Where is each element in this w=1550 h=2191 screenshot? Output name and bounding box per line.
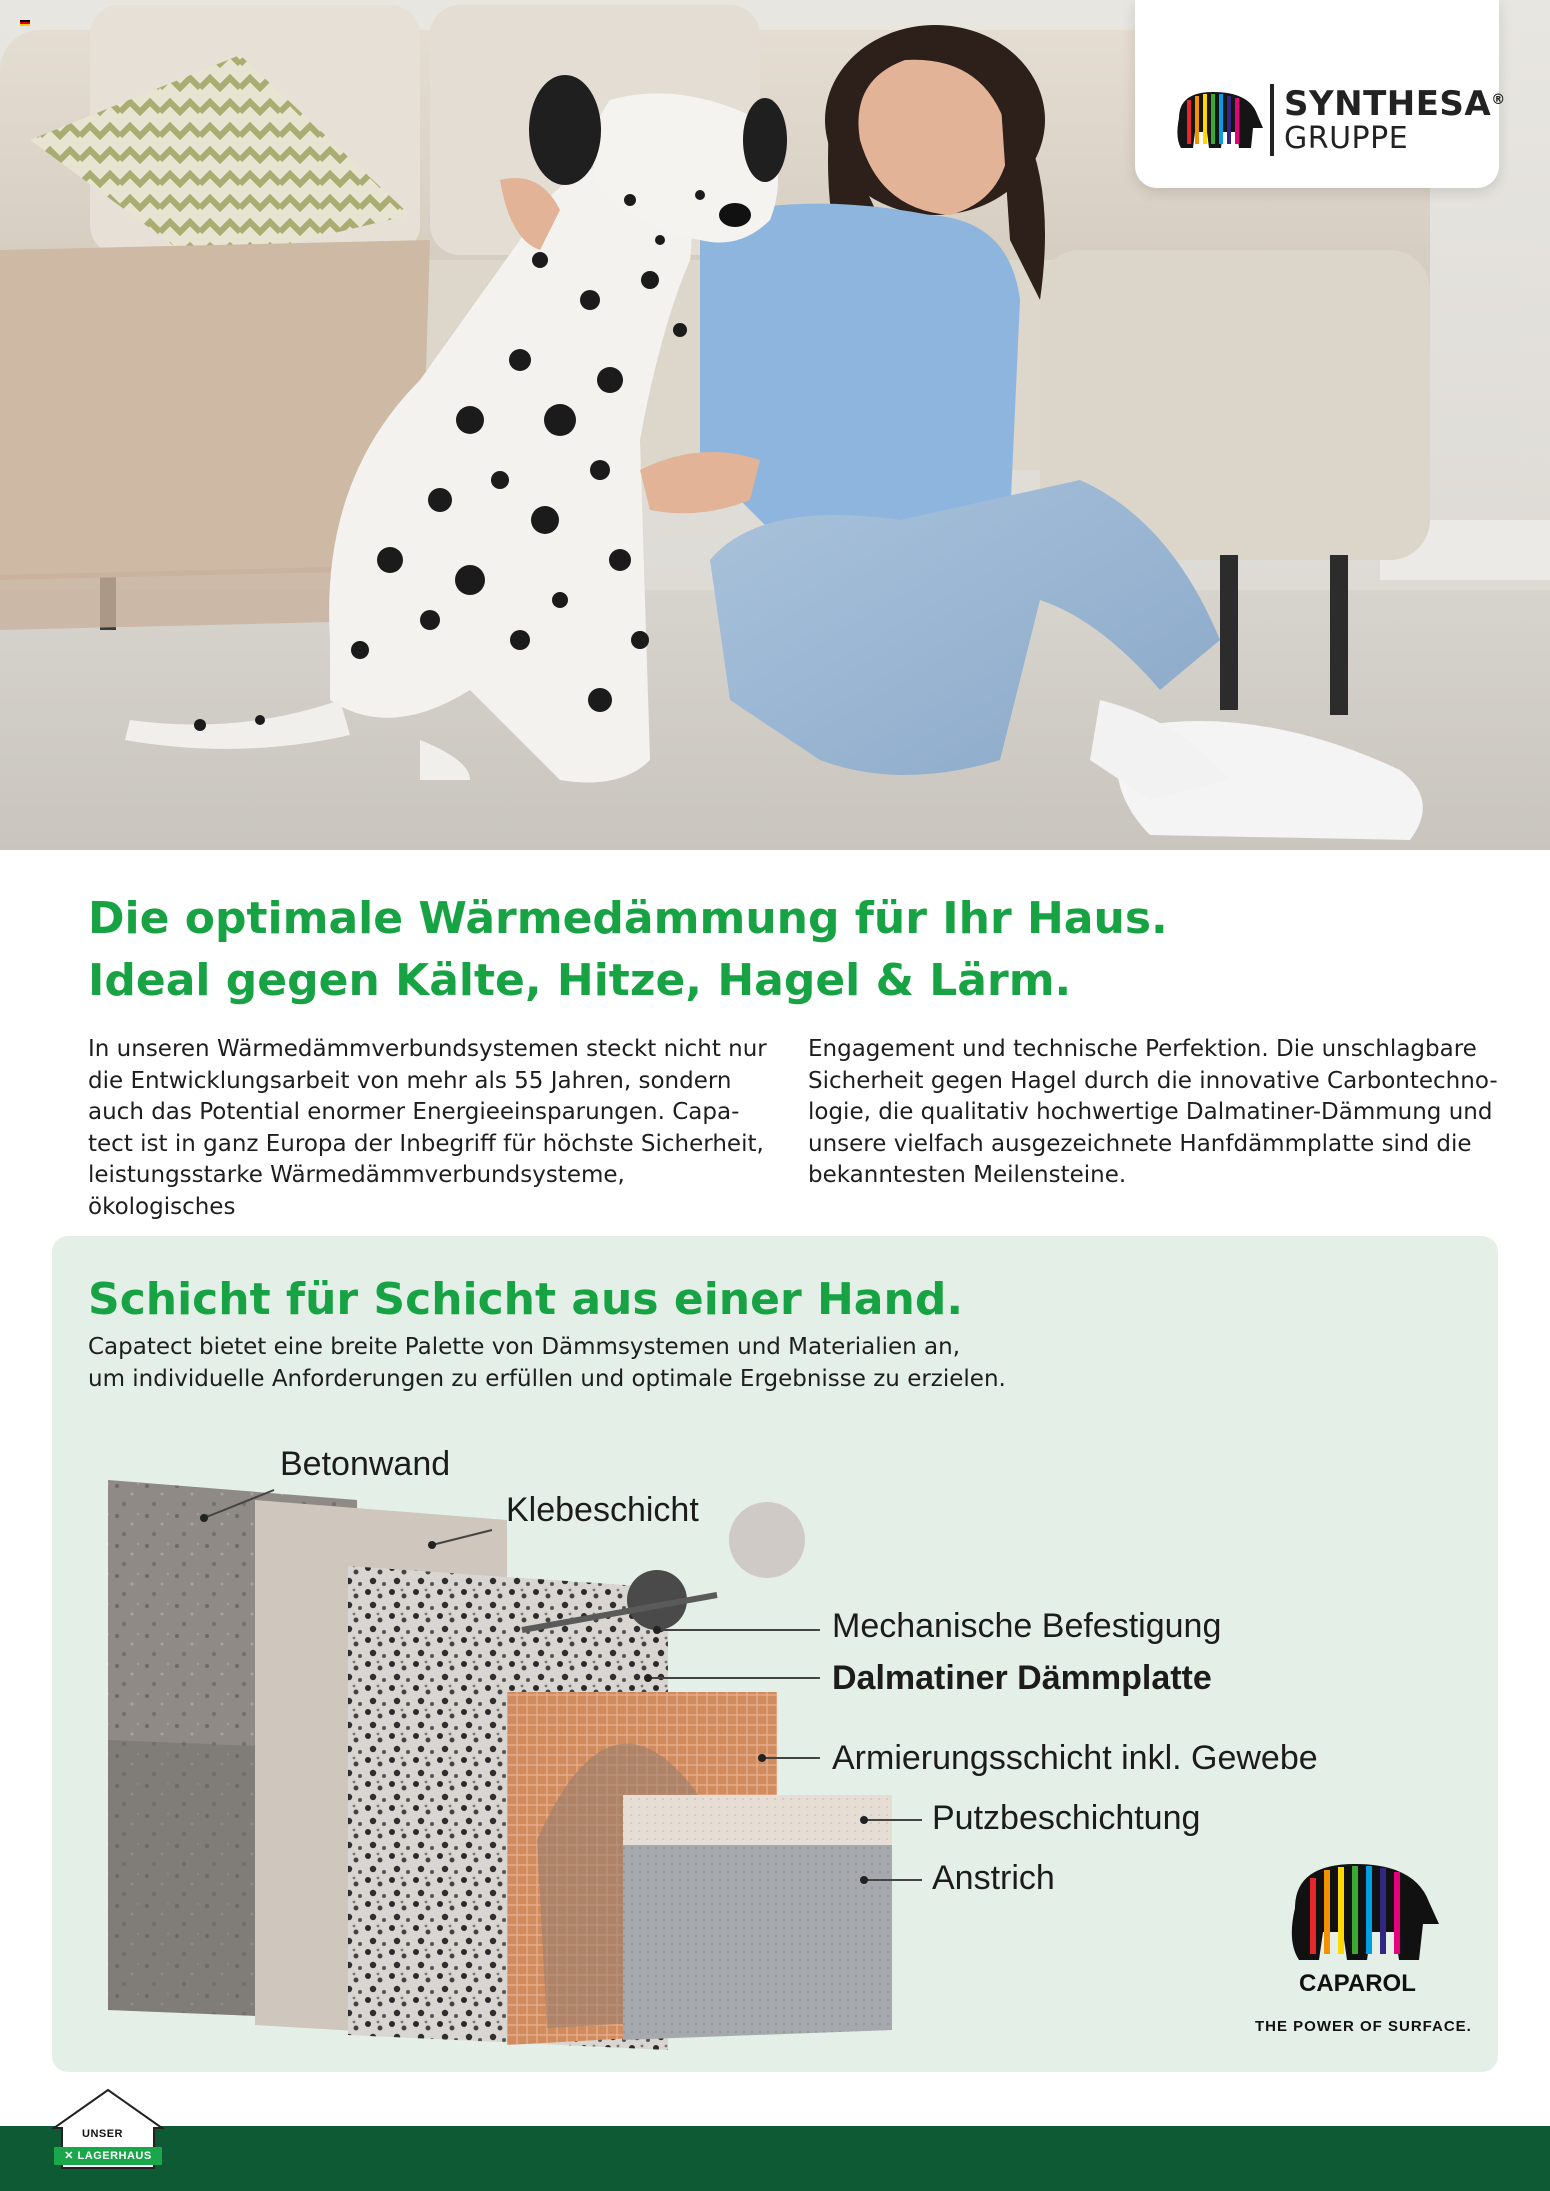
caparol-tagline: THE POWER OF SURFACE. — [1255, 2018, 1472, 2035]
label-befestigung: Mechanische Befestigung — [832, 1607, 1222, 1645]
intro-line: In unseren Wärmedämmverbundsystemen steckt nicht nur — [88, 1036, 767, 1062]
label-armierung: Armierungsschicht inkl. Gewebe — [832, 1739, 1318, 1777]
caparol-elephant-icon — [1285, 1858, 1445, 1968]
label-betonwand: Betonwand — [280, 1445, 451, 1483]
intro-column-right — [808, 1034, 1508, 1192]
caparol-name: CAPAROL — [1299, 1970, 1416, 1997]
headline-line-2: Ideal gegen Kälte, Hitze, Hagel & Lärm. — [88, 955, 1072, 1006]
panel-text — [88, 1332, 1188, 1395]
flag-icon — [20, 20, 30, 26]
intro-line: auch das Potential enormer Energieeinsparungen. Capa- — [88, 1099, 740, 1125]
intro-line: Engagement und technische Perfektion. Die unschlagbare — [808, 1036, 1477, 1062]
intro-line: unsere vielfach ausgezeichnete Hanfdämmplatte sind die — [808, 1130, 1472, 1157]
lagerhaus-unser: UNSER — [82, 2128, 124, 2140]
page-title — [88, 888, 1468, 1012]
intro-line: die Entwicklungsarbeit von mehr als 55 Jahren, sondern — [88, 1067, 732, 1094]
intro-line: bekanntesten Meilensteine. — [808, 1162, 1127, 1188]
label-klebeschicht: Klebeschicht — [506, 1491, 699, 1529]
panel-title: Schicht für Schicht aus einer Hand. — [88, 1274, 964, 1325]
label-putz: Putzbeschichtung — [932, 1799, 1201, 1837]
logo-divider — [1270, 84, 1274, 156]
brand-name: SYNTHESA® — [1284, 84, 1506, 124]
headline-line-1: Die optimale Wärmedämmung für Ihr Haus. — [88, 893, 1168, 944]
synthesa-logo — [1135, 0, 1506, 188]
elephant-logo-icon — [1173, 88, 1265, 154]
label-daemmplatte: Dalmatiner Dämmplatte — [832, 1659, 1212, 1697]
layer-diagram — [52, 1420, 1352, 2064]
footer-bar — [0, 2126, 1550, 2191]
label-anstrich: Anstrich — [932, 1859, 1055, 1897]
intro-line: tect ist in ganz Europa der Inbegriff für höchste Sicherheit, — [88, 1130, 764, 1157]
panel-text-line: um individuelle Anforderungen zu erfüllen und optimale Ergebnisse zu erzielen. — [88, 1365, 1006, 1392]
intro-line: logie, die qualitativ hochwertige Dalmatiner-Dämmung und — [808, 1099, 1493, 1125]
brand-sub: GRUPPE — [1284, 121, 1409, 156]
lagerhaus-name: ✕ LAGERHAUS — [54, 2147, 162, 2165]
hero-photo — [0, 0, 1550, 850]
intro-line: leistungsstarke Wärmedämmverbundsysteme, ökologisches — [88, 1162, 625, 1220]
intro-column-left — [88, 1034, 778, 1223]
panel-text-line: Capatect bietet eine breite Palette von Dämmsystemen und Materialien an, — [88, 1334, 961, 1360]
intro-line: Sicherheit gegen Hagel durch die innovative Carbontechno- — [808, 1067, 1498, 1094]
